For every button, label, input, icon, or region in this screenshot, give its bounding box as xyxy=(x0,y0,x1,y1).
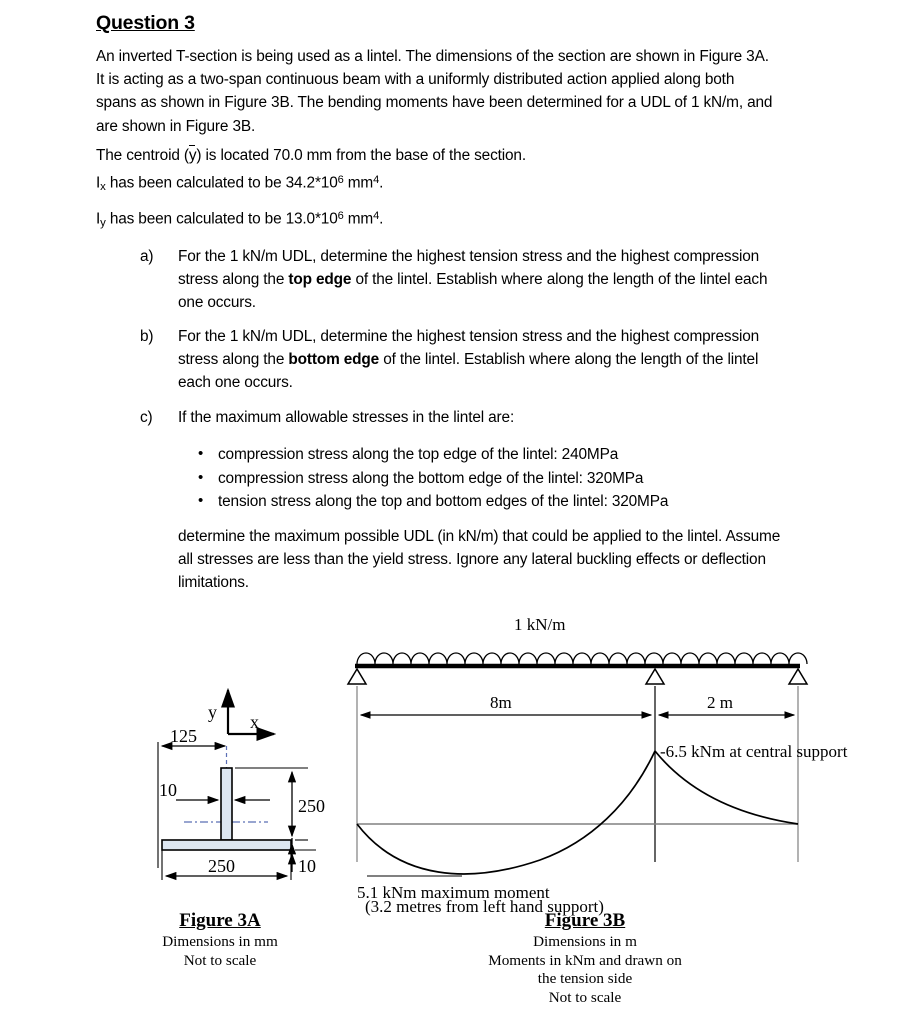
item-a-bold: top edge xyxy=(288,271,352,289)
figure-3b-caption-line: Not to scale xyxy=(548,988,622,1006)
label-axis-x: x xyxy=(250,712,259,732)
list-item: • compression stress along the top edge of the lintel: 240MPa xyxy=(196,443,816,467)
ix-symbol: I xyxy=(96,174,101,192)
iy-subscript: y xyxy=(100,217,106,230)
label-axis-y: y xyxy=(208,702,217,722)
figure-3b-diagram xyxy=(340,612,900,916)
ix-text: has been calculated to be 34.2*10 xyxy=(105,174,338,192)
bmd-curve-hogging xyxy=(655,751,798,824)
figure-3b-caption-line: Moments in kNm and drawn on xyxy=(488,951,682,969)
section-web xyxy=(221,768,232,840)
label-hogging-moment: -6.5 kNm at central support xyxy=(660,742,848,761)
figure-3a-diagram xyxy=(140,672,340,902)
item-marker-c: c) xyxy=(140,409,153,426)
item-a-text-2: of the lintel. Establish where along the length of the lintel each one occurs. xyxy=(178,271,768,312)
y-bar-symbol: y xyxy=(189,144,197,167)
centroid-line xyxy=(96,144,776,167)
question-item-c xyxy=(140,406,788,429)
ix-line xyxy=(96,169,776,199)
udl-arcs xyxy=(357,653,807,664)
figure-3b-caption xyxy=(455,908,715,1007)
centroid-text-pre: The centroid ( xyxy=(96,147,189,164)
question-item-a xyxy=(140,245,778,315)
ix-subscript: x xyxy=(100,181,106,194)
iy-line xyxy=(96,205,776,235)
support-left xyxy=(348,669,366,684)
figure-3a-caption-title: Figure 3A xyxy=(179,910,261,931)
figure-3a-caption-line: Dimensions in mm xyxy=(162,933,278,950)
support-central xyxy=(646,669,664,684)
bmd-curve-sagging xyxy=(357,751,655,874)
centroid-text-post: ) is located 70.0 mm from the base of the section. xyxy=(196,147,526,164)
figure-3b-caption-title: Figure 3B xyxy=(544,910,626,931)
label-flange-thickness: 10 xyxy=(298,856,316,876)
iy-period: . xyxy=(379,210,384,228)
item-b-text-2: of the lintel. Establish where along the length of the lintel each one occurs. xyxy=(178,351,759,392)
figure-3b-caption-line: the tension side xyxy=(537,970,633,988)
label-udl: 1 kN/m xyxy=(514,615,566,634)
iy-exponent: 6 xyxy=(337,210,344,222)
ix-period: . xyxy=(379,174,384,192)
iy-units-exponent: 4 xyxy=(373,210,380,222)
intro-paragraph: An inverted T-section is being used as a lintel. The dimensions of the section are shown in Figure 3A. It is acting as a two-span continuous beam with a uniformly distributed action applied along both spans as shown in Figure 3B. The bending moments have been determined for a UDL of 1 kN/m, and are shown in Figure 3B. xyxy=(96,48,773,135)
item-a-text-1: For the 1 kN/m UDL, determine the highest tension stress and the highest compression stress along the xyxy=(178,248,760,289)
iy-symbol: I xyxy=(96,210,101,228)
figure-3b-caption-line: Dimensions in m xyxy=(533,933,637,950)
figure-3a-caption-line: Not to scale xyxy=(183,951,257,969)
ix-units-exponent: 4 xyxy=(373,174,380,186)
label-sagging-moment: 5.1 kNm maximum moment xyxy=(357,883,550,902)
item-marker-b: b) xyxy=(140,328,154,345)
section-flange xyxy=(162,840,291,850)
label-span-left: 8m xyxy=(490,693,512,712)
label-125: 125 xyxy=(170,726,197,746)
label-web-thickness: 10 xyxy=(159,780,177,800)
item-marker-a: a) xyxy=(140,248,154,265)
allowable-stress-list xyxy=(196,443,816,514)
item-b-text-1: For the 1 kN/m UDL, determine the highest tension stress and the highest compression stress along the xyxy=(178,328,760,369)
ix-exponent: 6 xyxy=(337,174,344,186)
label-flange-width: 250 xyxy=(208,856,235,876)
page-title: Question 3 xyxy=(96,12,195,34)
item-c-text-1: If the maximum allowable stresses in the lintel are: xyxy=(178,409,515,426)
figure-3a-caption xyxy=(120,908,320,970)
iy-text: has been calculated to be 13.0*10 xyxy=(105,210,338,228)
list-item: • compression stress along the bottom edge of the lintel: 320MPa xyxy=(196,467,816,491)
item-b-bold: bottom edge xyxy=(288,351,380,369)
label-web-height: 250 xyxy=(298,796,325,816)
question-item-b xyxy=(140,325,778,395)
iy-units: mm xyxy=(343,210,374,228)
list-item: • tension stress along the top and bottom edges of the lintel: 320MPa xyxy=(196,490,816,514)
label-span-right: 2 m xyxy=(707,693,733,712)
label-sagging-sublabel: (3.2 metres from left hand support) xyxy=(365,897,604,916)
support-right xyxy=(789,669,807,684)
closing-paragraph: determine the maximum possible UDL (in kN/m) that could be applied to the lintel. Assume all stresses are less than the yield stress. Ignore any lateral buckling effects or deflection limitations. xyxy=(178,528,781,592)
ix-units: mm xyxy=(343,174,374,192)
